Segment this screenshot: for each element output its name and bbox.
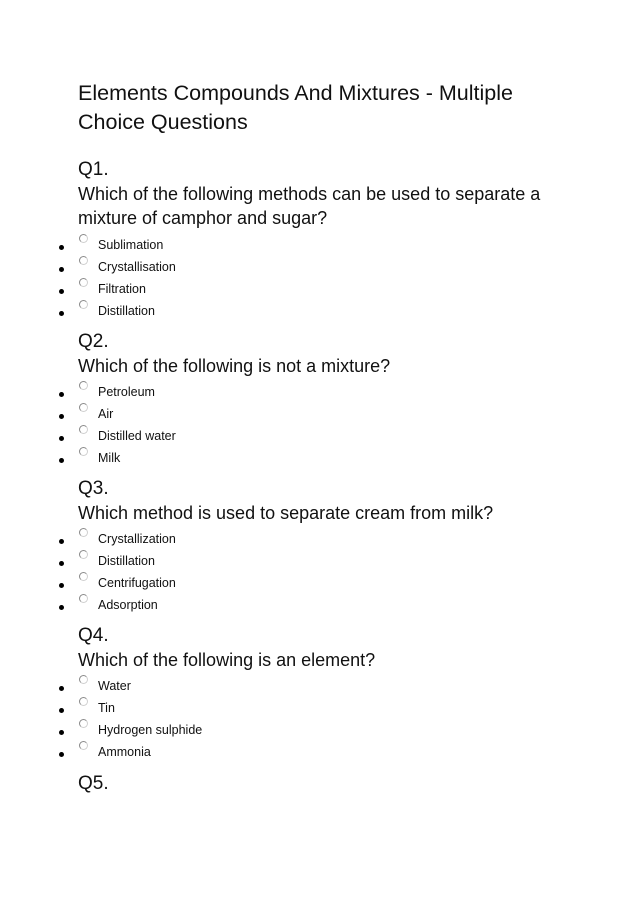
radio-button[interactable] (79, 719, 88, 728)
radio-button[interactable] (79, 594, 88, 603)
question-4 (78, 624, 598, 672)
radio-button[interactable] (79, 234, 88, 243)
option-label: Filtration (98, 282, 146, 296)
bullet-icon (59, 730, 64, 735)
option-label: Water (98, 679, 131, 693)
option-item (0, 571, 638, 593)
option-label: Ammonia (98, 745, 151, 759)
question-number: Q3. (78, 478, 109, 499)
question-number: Q5. (78, 773, 109, 794)
option-label: Centrifugation (98, 576, 176, 590)
bullet-icon (59, 605, 64, 610)
bullet-icon (59, 392, 64, 397)
option-item (0, 718, 638, 740)
bullet-icon (59, 267, 64, 272)
option-label: Crystallization (98, 532, 176, 546)
option-label: Crystallisation (98, 260, 176, 274)
question-number: Q4. (78, 625, 109, 646)
question-5 (78, 772, 598, 796)
radio-button[interactable] (79, 278, 88, 287)
option-label: Adsorption (98, 598, 158, 612)
bullet-icon (59, 436, 64, 441)
question-number: Q2. (78, 331, 109, 352)
bullet-icon (59, 245, 64, 250)
bullet-icon (59, 539, 64, 544)
radio-button[interactable] (79, 675, 88, 684)
option-label: Milk (98, 451, 121, 465)
question-number: Q1. (78, 159, 109, 180)
option-item (0, 740, 638, 762)
radio-button[interactable] (79, 550, 88, 559)
bullet-icon (59, 289, 64, 294)
question-2 (78, 330, 598, 378)
option-label: Distilled water (98, 429, 176, 443)
option-item (0, 299, 638, 321)
option-item (0, 593, 638, 615)
radio-button[interactable] (79, 697, 88, 706)
question-text: Which of the following is not a mixture? (78, 356, 391, 376)
question-text: Which of the following methods can be used to separate a mixture of camphor and sugar? (78, 184, 541, 228)
bullet-icon (59, 458, 64, 463)
radio-button[interactable] (79, 381, 88, 390)
bullet-icon (59, 311, 64, 316)
option-item (0, 277, 638, 299)
page-title: Elements Compounds And Mixtures - Multiple Choice Questions (78, 81, 513, 134)
option-item (0, 255, 638, 277)
radio-button[interactable] (79, 447, 88, 456)
question-3 (78, 477, 598, 525)
option-label: Petroleum (98, 385, 155, 399)
bullet-icon (59, 752, 64, 757)
option-label: Tin (98, 701, 115, 715)
option-label: Distillation (98, 554, 155, 568)
question-text: Which method is used to separate cream from milk? (78, 503, 494, 523)
question-1 (78, 158, 598, 230)
radio-button[interactable] (79, 256, 88, 265)
option-item (0, 674, 638, 696)
option-item (0, 380, 638, 402)
radio-button[interactable] (79, 425, 88, 434)
option-label: Sublimation (98, 238, 164, 252)
option-item (0, 233, 638, 255)
option-item (0, 402, 638, 424)
option-item (0, 527, 638, 549)
radio-button[interactable] (79, 572, 88, 581)
option-item (0, 696, 638, 718)
radio-button[interactable] (79, 528, 88, 537)
bullet-icon (59, 583, 64, 588)
option-item (0, 549, 638, 571)
bullet-icon (59, 414, 64, 419)
radio-button[interactable] (79, 403, 88, 412)
radio-button[interactable] (79, 741, 88, 750)
option-item (0, 446, 638, 468)
option-item (0, 424, 638, 446)
question-text: Which of the following is an element? (78, 650, 376, 670)
option-label: Air (98, 407, 114, 421)
radio-button[interactable] (79, 300, 88, 309)
options-list-1 (0, 233, 638, 321)
options-list-3 (0, 527, 638, 615)
option-label: Distillation (98, 304, 155, 318)
bullet-icon (59, 561, 64, 566)
bullet-icon (59, 686, 64, 691)
option-label: Hydrogen sulphide (98, 723, 203, 737)
options-list-2 (0, 380, 638, 468)
options-list-4 (0, 674, 638, 762)
bullet-icon (59, 708, 64, 713)
